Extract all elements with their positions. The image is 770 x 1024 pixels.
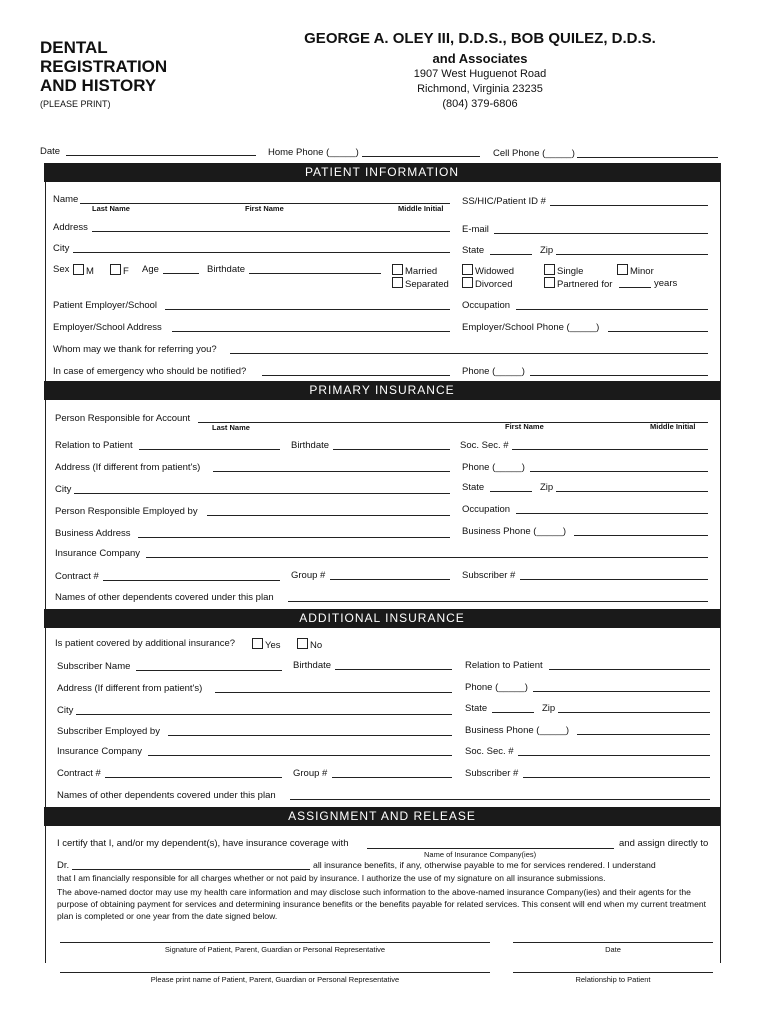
additional-employed-label: Subscriber Employed by xyxy=(57,726,160,737)
partnered-label: Partnered for xyxy=(557,279,613,290)
section-bar-assignment: ASSIGNMENT AND RELEASE xyxy=(44,807,720,826)
employer-field[interactable] xyxy=(165,309,450,310)
birthdate-label: Birthdate xyxy=(207,264,246,275)
single-checkbox[interactable] xyxy=(544,264,555,275)
primary-state-label: State xyxy=(462,482,485,493)
covered-no-option[interactable] xyxy=(297,638,322,651)
additional-dependents-field[interactable] xyxy=(290,799,710,800)
primary-city-label: City xyxy=(55,484,72,495)
additional-zip-label: Zip xyxy=(542,703,556,714)
name-label: Name xyxy=(53,194,79,205)
covered-no-label: No xyxy=(310,640,323,651)
primary-business-phone-label: Business Phone (_____) xyxy=(462,526,567,537)
additional-employed-field[interactable] xyxy=(168,735,452,736)
primary-business-address-label: Business Address xyxy=(55,528,131,539)
additional-city-label: City xyxy=(57,705,74,716)
sex-m-option[interactable] xyxy=(73,264,94,277)
covered-yes-label: Yes xyxy=(265,640,281,651)
widowed-label: Widowed xyxy=(475,266,515,277)
partnered-checkbox[interactable] xyxy=(544,277,555,288)
sex-m-checkbox[interactable] xyxy=(73,264,84,275)
covered-yes-option[interactable] xyxy=(252,638,281,651)
primary-contract-label: Contract # xyxy=(55,571,99,582)
emergency-phone-label: Phone (_____) xyxy=(462,366,525,377)
separated-label: Separated xyxy=(405,279,449,290)
primary-occupation-label: Occupation xyxy=(462,504,511,515)
additional-subscriber-field[interactable] xyxy=(523,777,710,778)
emergency-field[interactable] xyxy=(262,375,450,376)
responsible-text: that I am financially responsible for all charges whether or not paid by insurance. I authorize the use of my signature on all insurance submissions. xyxy=(57,873,606,883)
city-field[interactable] xyxy=(73,252,450,253)
additional-phone-field[interactable] xyxy=(533,691,710,692)
additional-business-phone-field[interactable] xyxy=(577,734,710,735)
minor-option[interactable] xyxy=(617,264,654,277)
primary-birthdate-field[interactable] xyxy=(333,449,450,450)
additional-state-field[interactable] xyxy=(492,712,534,713)
employer-address-label: Employer/School Address xyxy=(53,322,162,333)
last-name-caption: Last Name xyxy=(92,204,130,213)
primary-business-phone-field[interactable] xyxy=(574,535,708,536)
subscriber-name-label: Subscriber Name xyxy=(57,661,131,672)
primary-socsec-label: Soc. Sec. # xyxy=(460,440,509,451)
married-checkbox[interactable] xyxy=(392,264,403,275)
primary-state-field[interactable] xyxy=(490,491,532,492)
cell-phone-label: Cell Phone (_____) xyxy=(493,148,575,159)
print-name-caption: Please print name of Patient, Parent, Guardian or Personal Representative xyxy=(150,975,400,984)
practice-doctors: GEORGE A. OLEY III, D.D.S., BOB QUILEZ, D.D.S. xyxy=(304,30,656,47)
cell-phone-field[interactable] xyxy=(577,157,718,158)
occupation-field[interactable] xyxy=(516,309,708,310)
employer-phone-label: Employer/School Phone (_____) xyxy=(462,322,600,333)
home-phone-field[interactable] xyxy=(362,156,480,157)
print-name-field[interactable] xyxy=(60,972,490,973)
responsible-label: Person Responsible for Account xyxy=(55,413,191,424)
first-name-caption: First Name xyxy=(245,204,284,213)
section-bar-patient: PATIENT INFORMATION xyxy=(44,163,720,182)
practice-street: 1907 West Huguenot Road xyxy=(413,68,547,80)
covered-question: Is patient covered by additional insurance? xyxy=(55,638,236,649)
primary-city-field[interactable] xyxy=(74,493,450,494)
referral-field[interactable] xyxy=(230,353,708,354)
print-note: (PLEASE PRINT) xyxy=(40,99,111,109)
additional-relation-label: Relation to Patient xyxy=(465,660,543,671)
practice-associates: and Associates xyxy=(432,51,528,66)
primary-middle-initial-caption: Middle Initial xyxy=(650,422,696,431)
covered-no-checkbox[interactable] xyxy=(297,638,308,649)
married-label: Married xyxy=(405,266,438,277)
widowed-option[interactable] xyxy=(462,264,514,277)
primary-relation-field[interactable] xyxy=(139,449,280,450)
primary-employed-field[interactable] xyxy=(207,515,450,516)
additional-socsec-label: Soc. Sec. # xyxy=(465,746,514,757)
divorced-option[interactable] xyxy=(462,277,513,290)
primary-birthdate-label: Birthdate xyxy=(291,440,330,451)
form-title-line1: DENTAL xyxy=(40,38,108,57)
primary-phone-field[interactable] xyxy=(530,471,708,472)
date-label: Date xyxy=(40,146,61,157)
additional-dependents-label: Names of other dependents covered under this plan xyxy=(57,790,276,801)
sex-m-label: M xyxy=(86,266,94,277)
primary-group-label: Group # xyxy=(291,570,326,581)
primary-occupation-field[interactable] xyxy=(516,513,708,514)
state-label: State xyxy=(462,245,485,256)
address-label: Address xyxy=(53,222,88,233)
age-label: Age xyxy=(142,264,159,275)
employer-address-field[interactable] xyxy=(172,331,450,332)
company-caption: Name of Insurance Company(ies) xyxy=(424,850,537,859)
zip-field[interactable] xyxy=(556,254,708,255)
practice-city: Richmond, Virginia 23235 xyxy=(417,83,543,95)
additional-contract-label: Contract # xyxy=(57,768,101,779)
primary-relation-label: Relation to Patient xyxy=(55,440,133,451)
ss-id-label: SS/HIC/Patient ID # xyxy=(462,196,546,207)
responsible-field[interactable] xyxy=(198,422,708,423)
age-field[interactable] xyxy=(163,273,199,274)
additional-zip-field[interactable] xyxy=(558,712,710,713)
additional-state-label: State xyxy=(465,703,488,714)
years-label: years xyxy=(654,278,678,289)
additional-socsec-field[interactable] xyxy=(518,755,710,756)
relationship-field[interactable] xyxy=(513,972,713,973)
primary-business-address-field[interactable] xyxy=(138,537,450,538)
primary-socsec-field[interactable] xyxy=(512,449,708,450)
form-title xyxy=(40,38,167,95)
primary-address-field[interactable] xyxy=(213,471,450,472)
email-field[interactable] xyxy=(494,233,708,234)
sex-f-checkbox[interactable] xyxy=(110,264,121,275)
additional-group-field[interactable] xyxy=(332,777,452,778)
additional-address-field[interactable] xyxy=(215,692,452,693)
dr-label: Dr. xyxy=(57,860,70,871)
section-bar-primary: PRIMARY INSURANCE xyxy=(44,381,720,400)
primary-subscriber-field[interactable] xyxy=(520,579,708,580)
employer-label: Patient Employer/School xyxy=(53,300,158,311)
practice-phone: (804) 379-6806 xyxy=(442,98,518,110)
separated-checkbox[interactable] xyxy=(392,277,403,288)
birthdate-field[interactable] xyxy=(249,273,381,274)
primary-employed-label: Person Responsible Employed by xyxy=(55,506,198,517)
primary-insurance-company-field[interactable] xyxy=(146,557,708,558)
sex-f-option[interactable] xyxy=(110,264,129,277)
widowed-checkbox[interactable] xyxy=(462,264,473,275)
additional-birthdate-label: Birthdate xyxy=(293,660,332,671)
partnered-option[interactable] xyxy=(544,277,612,290)
email-label: E-mail xyxy=(462,224,489,235)
middle-initial-caption: Middle Initial xyxy=(398,204,444,213)
signature-caption: Signature of Patient, Parent, Guardian or Personal Representative xyxy=(164,945,386,954)
divorced-label: Divorced xyxy=(475,279,513,290)
minor-label: Minor xyxy=(630,266,654,277)
city-label: City xyxy=(53,243,70,254)
sex-label: Sex xyxy=(53,264,70,275)
primary-dependents-label: Names of other dependents covered under this plan xyxy=(55,592,274,603)
primary-zip-field[interactable] xyxy=(556,491,708,492)
occupation-label: Occupation xyxy=(462,300,511,311)
additional-subscriber-label: Subscriber # xyxy=(465,768,519,779)
primary-insurance-company-label: Insurance Company xyxy=(55,548,141,559)
date-field[interactable] xyxy=(66,155,256,156)
married-option[interactable] xyxy=(392,264,437,277)
ss-id-field[interactable] xyxy=(550,205,708,206)
doctor-name-field[interactable] xyxy=(72,869,310,870)
primary-subscriber-label: Subscriber # xyxy=(462,570,516,581)
assign-text: and assign directly to xyxy=(619,838,709,849)
insurance-company-names-field[interactable] xyxy=(367,848,614,849)
primary-last-name-caption: Last Name xyxy=(212,423,250,432)
subscriber-name-field[interactable] xyxy=(136,670,282,671)
signature-date-caption: Date xyxy=(605,945,621,954)
additional-address-label: Address (If different from patient's) xyxy=(57,683,203,694)
partnered-years-field[interactable] xyxy=(619,287,651,288)
additional-phone-label: Phone (_____) xyxy=(465,682,528,693)
single-label: Single xyxy=(557,266,584,277)
emergency-label: In case of emergency who should be notified? xyxy=(53,366,247,377)
referral-label: Whom may we thank for referring you? xyxy=(53,344,217,355)
minor-checkbox[interactable] xyxy=(617,264,628,275)
form-title-line3: AND HISTORY xyxy=(40,76,157,95)
single-option[interactable] xyxy=(544,264,583,277)
primary-group-field[interactable] xyxy=(330,579,450,580)
primary-address-label: Address (If different from patient's) xyxy=(55,462,201,473)
additional-birthdate-field[interactable] xyxy=(335,669,452,670)
primary-first-name-caption: First Name xyxy=(505,422,544,431)
primary-contract-field[interactable] xyxy=(103,580,280,581)
additional-insurance-company-field[interactable] xyxy=(148,755,452,756)
additional-city-field[interactable] xyxy=(76,714,452,715)
separated-option[interactable] xyxy=(392,277,449,290)
state-field[interactable] xyxy=(490,254,532,255)
employer-phone-field[interactable] xyxy=(608,331,708,332)
zip-label: Zip xyxy=(540,245,554,256)
additional-group-label: Group # xyxy=(293,768,328,779)
form-title-line2: REGISTRATION xyxy=(40,57,168,76)
release-paragraph: The above-named doctor may use my health care information and may disclose such information to the above-named insurance Company(ies) and their agents for the purpose of obtaining payment for services and determining insurance benefits or the benefits payable for related services. This consent will end when my current treatment plan is completed or one year from the date signed below. xyxy=(57,887,707,921)
additional-relation-field[interactable] xyxy=(549,669,710,670)
primary-zip-label: Zip xyxy=(540,482,554,493)
divorced-checkbox[interactable] xyxy=(462,277,473,288)
primary-phone-label: Phone (_____) xyxy=(462,462,525,473)
emergency-phone-field[interactable] xyxy=(530,375,708,376)
additional-insurance-company-label: Insurance Company xyxy=(57,746,143,757)
benefits-text: all insurance benefits, if any, otherwise payable to me for services rendered. I understand xyxy=(313,860,656,870)
primary-dependents-field[interactable] xyxy=(288,601,708,602)
address-field[interactable] xyxy=(92,231,450,232)
certify-text: I certify that I, and/or my dependent(s), have insurance coverage with xyxy=(57,838,349,849)
covered-yes-checkbox[interactable] xyxy=(252,638,263,649)
section-bar-additional: ADDITIONAL INSURANCE xyxy=(44,609,720,628)
home-phone-label: Home Phone (_____) xyxy=(268,147,359,158)
signature-date-field[interactable] xyxy=(513,942,713,943)
relationship-caption: Relationship to Patient xyxy=(575,975,651,984)
additional-contract-field[interactable] xyxy=(105,777,282,778)
additional-business-phone-label: Business Phone (_____) xyxy=(465,725,570,736)
signature-field[interactable] xyxy=(60,942,490,943)
sex-f-label: F xyxy=(123,266,129,277)
